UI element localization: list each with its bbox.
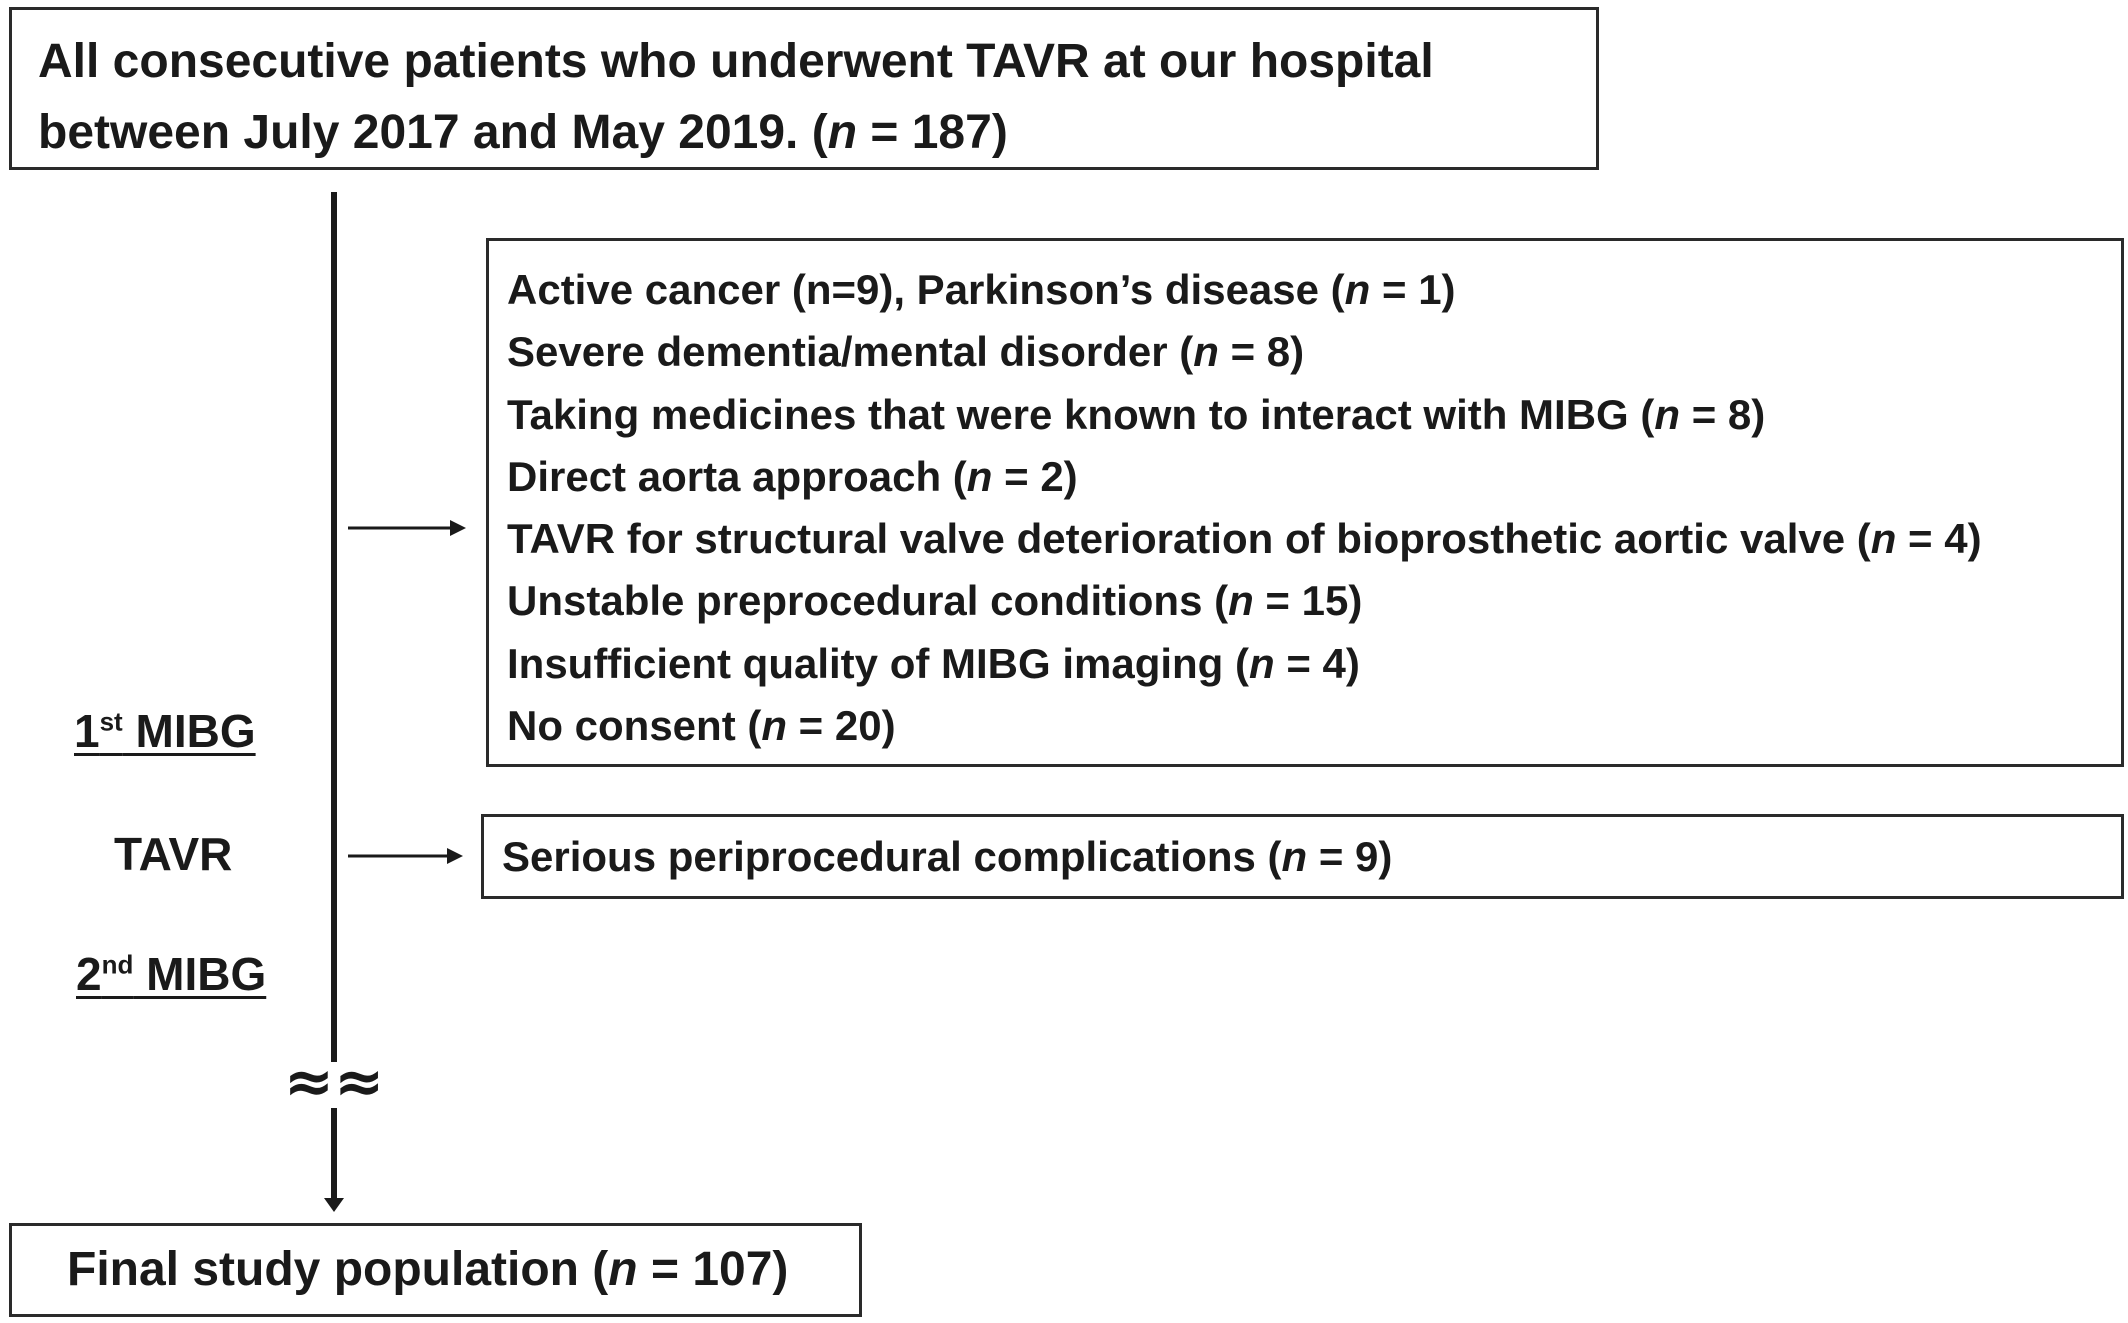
exclusion-item: TAVR for structural valve deterioration of bioprosthetic aortic valve (n = 4) (507, 515, 1982, 563)
exclusion-item: No consent (n = 20) (507, 702, 896, 750)
initial-population-line-1: All consecutive patients who underwent TAVR at our hospital (38, 35, 1434, 88)
second-mibg-label: 2nd MIBG (76, 948, 267, 1000)
exclusion-item: Insufficient quality of MIBG imaging (n = 4) (507, 639, 1360, 687)
exclusion-arrowhead (450, 520, 466, 536)
complications-text: Serious periprocedural complications (n = 9) (502, 833, 1393, 880)
break-mark: ≈≈ (283, 1047, 385, 1117)
exclusion-item: Severe dementia/mental disorder (n = 8) (507, 328, 1305, 376)
timeline-arrowhead (324, 1198, 344, 1212)
exclusion-item: Unstable preprocedural conditions (n = 15) (507, 577, 1363, 625)
final-population-text: Final study population (n = 107) (67, 1243, 789, 1296)
final-population-box (9, 1223, 862, 1317)
first-mibg-label: 1st MIBG (74, 705, 256, 757)
exclusion-item: Direct aorta approach (n = 2) (507, 452, 1078, 500)
exclusion-item: Taking medicines that were known to interact with MIBG (n = 8) (507, 390, 1766, 438)
complication-arrowhead (447, 848, 463, 864)
exclusion-item: Active cancer (n=9), Parkinson’s disease (n = 1) (507, 266, 1456, 313)
tavr-label: TAVR (114, 828, 233, 880)
complications-box (481, 814, 2124, 899)
initial-population-line-2: between July 2017 and May 2019. (n = 187) (38, 106, 1008, 159)
exclusion-criteria-box (486, 238, 2124, 767)
initial-population-box (9, 7, 1599, 170)
